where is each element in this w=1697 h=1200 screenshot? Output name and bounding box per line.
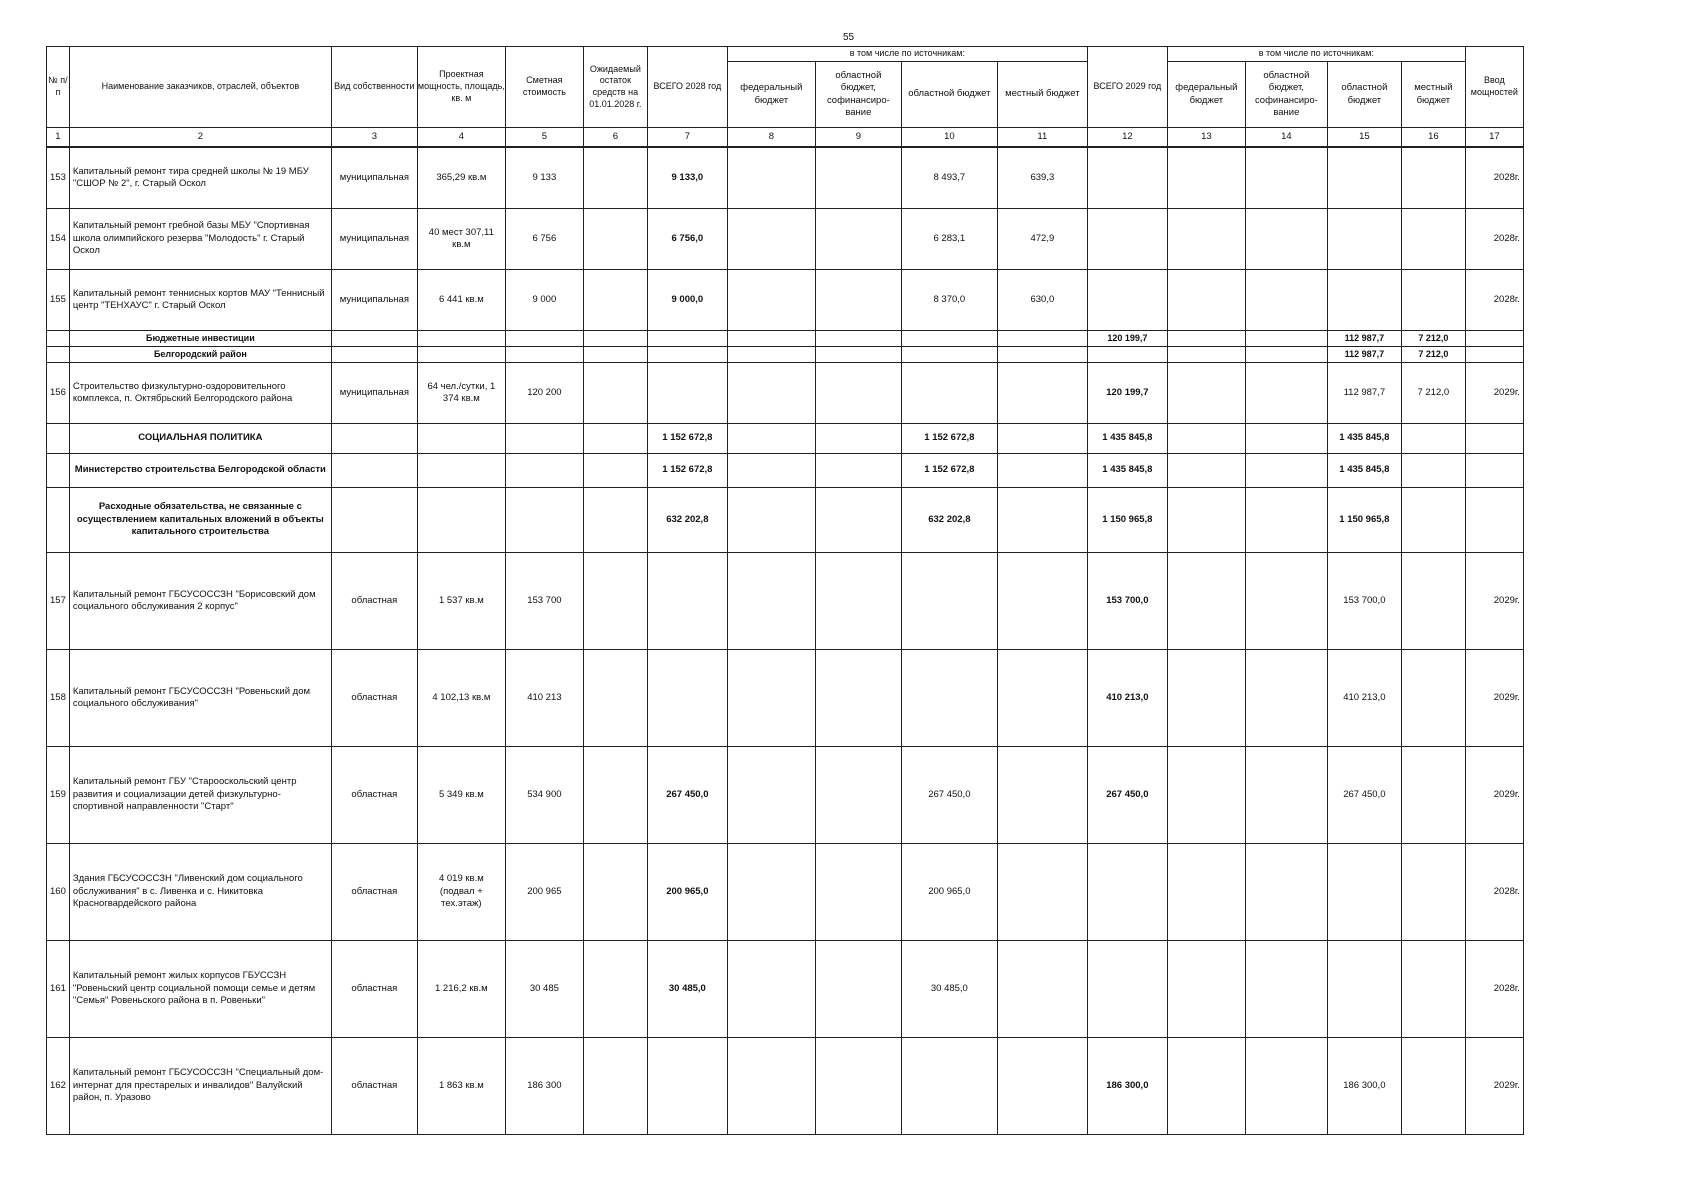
row-regional-cofin-2029 (1245, 941, 1327, 1038)
row-regional-cofin-2029 (1245, 1038, 1327, 1135)
row-remaining (583, 553, 647, 650)
column-number: 4 (417, 128, 505, 148)
row-remaining (583, 844, 647, 941)
row-local-2028 (997, 1038, 1087, 1135)
district-row (47, 347, 1524, 363)
row-cost: 410 213 (505, 650, 583, 747)
expenses-regional-2028: 632 202,8 (901, 488, 997, 553)
row-regional-2029: 410 213,0 (1327, 650, 1401, 747)
column-number: 9 (815, 128, 901, 148)
ministry-row (47, 454, 1524, 488)
row-no: 162 (47, 1038, 70, 1135)
header-total-2029: ВСЕГО 2029 год (1087, 47, 1167, 128)
row-local-2028 (997, 844, 1087, 941)
table-row (47, 147, 1524, 209)
row-no: 153 (47, 147, 70, 209)
row-cost: 186 300 (505, 1038, 583, 1135)
row-local-2028: 639,3 (997, 147, 1087, 209)
row-regional-2028 (901, 553, 997, 650)
row-regional-cofin-2029 (1245, 209, 1327, 270)
row-total-2029 (1087, 270, 1167, 331)
row-commission-year: 2029г. (1465, 363, 1523, 424)
row-regional-cofin-2028 (815, 209, 901, 270)
header-regional-cofin-2028: областной бюджет, софинансиро-вание (815, 62, 901, 128)
row-regional-2028: 267 450,0 (901, 747, 997, 844)
row-remaining (583, 209, 647, 270)
row-name: Здания ГБСУСОССЗН "Ливенский дом социального обслуживания" в с. Ливенка и с. Никитовка Красногвардейского района (69, 844, 331, 941)
column-number: 16 (1401, 128, 1465, 148)
header-total-2028: ВСЕГО 2028 год (647, 47, 727, 128)
row-total-2029 (1087, 209, 1167, 270)
row-total-2028 (647, 553, 727, 650)
column-number: 17 (1465, 128, 1523, 148)
row-total-2028: 267 450,0 (647, 747, 727, 844)
row-no: 159 (47, 747, 70, 844)
row-name: Капитальный ремонт ГБСУСОССЗН "Борисовский дом социального обслуживания 2 корпус" (69, 553, 331, 650)
row-total-2028: 9 133,0 (647, 147, 727, 209)
row-ownership: областная (331, 941, 417, 1038)
row-ownership: муниципальная (331, 270, 417, 331)
column-number: 6 (583, 128, 647, 148)
ministry-total-2028: 1 152 672,8 (647, 454, 727, 488)
expenses-total-2029: 1 150 965,8 (1087, 488, 1167, 553)
row-regional-cofin-2028 (815, 270, 901, 331)
row-remaining (583, 747, 647, 844)
column-number: 10 (901, 128, 997, 148)
row-capacity: 4 019 кв.м (подвал + тех.этаж) (417, 844, 505, 941)
column-number: 1 (47, 128, 70, 148)
row-commission-year: 2029г. (1465, 650, 1523, 747)
expenses-total-2028: 632 202,8 (647, 488, 727, 553)
row-ownership: областная (331, 1038, 417, 1135)
row-federal-2028 (727, 747, 815, 844)
row-local-2028 (997, 650, 1087, 747)
row-federal-2028 (727, 1038, 815, 1135)
row-no: 155 (47, 270, 70, 331)
header-remaining: Ожидаемый остаток средств на 01.01.2028 г. (583, 47, 647, 128)
row-regional-2028: 200 965,0 (901, 844, 997, 941)
row-regional-2028: 30 485,0 (901, 941, 997, 1038)
row-federal-2029 (1167, 941, 1245, 1038)
column-number: 15 (1327, 128, 1401, 148)
row-federal-2029 (1167, 147, 1245, 209)
row-local-2028 (997, 941, 1087, 1038)
row-federal-2029 (1167, 209, 1245, 270)
row-regional-2029: 153 700,0 (1327, 553, 1401, 650)
expenses-regional-2029: 1 150 965,8 (1327, 488, 1401, 553)
ministry-regional-2028: 1 152 672,8 (901, 454, 997, 488)
row-name: Капитальный ремонт ГБУ "Старооскольский центр развития и социализации детей физкультурно-спортивной направленности "Старт" (69, 747, 331, 844)
row-regional-2029 (1327, 209, 1401, 270)
budget-investments-label: Бюджетные инвестиции (69, 331, 331, 347)
row-regional-2029 (1327, 941, 1401, 1038)
header-local-2028: местный бюджет (997, 62, 1087, 128)
column-number: 11 (997, 128, 1087, 148)
row-total-2029 (1087, 941, 1167, 1038)
column-number: 2 (69, 128, 331, 148)
row-capacity: 64 чел./сутки, 1 374 кв.м (417, 363, 505, 424)
row-federal-2029 (1167, 270, 1245, 331)
district-regional-2029: 112 987,7 (1327, 347, 1401, 363)
row-local-2028 (997, 553, 1087, 650)
row-total-2029: 267 450,0 (1087, 747, 1167, 844)
row-local-2029 (1401, 270, 1465, 331)
row-regional-2029 (1327, 270, 1401, 331)
row-ownership: областная (331, 844, 417, 941)
row-total-2028: 6 756,0 (647, 209, 727, 270)
row-regional-cofin-2028 (815, 844, 901, 941)
row-regional-2028: 8 493,7 (901, 147, 997, 209)
row-commission-year: 2029г. (1465, 747, 1523, 844)
row-local-2028: 472,9 (997, 209, 1087, 270)
row-capacity: 5 349 кв.м (417, 747, 505, 844)
row-cost: 9 000 (505, 270, 583, 331)
row-federal-2028 (727, 270, 815, 331)
row-remaining (583, 650, 647, 747)
row-local-2029 (1401, 1038, 1465, 1135)
row-ownership: муниципальная (331, 209, 417, 270)
row-local-2029: 7 212,0 (1401, 363, 1465, 424)
header-regional-2029: областной бюджет (1327, 62, 1401, 128)
row-regional-2028 (901, 650, 997, 747)
header-group-row (47, 47, 1524, 62)
column-number: 12 (1087, 128, 1167, 148)
expenses-row (47, 488, 1524, 553)
row-regional-2029: 112 987,7 (1327, 363, 1401, 424)
row-ownership: областная (331, 747, 417, 844)
social-policy-total-2029: 1 435 845,8 (1087, 424, 1167, 454)
row-federal-2028 (727, 209, 815, 270)
social-policy-regional-2029: 1 435 845,8 (1327, 424, 1401, 454)
row-total-2028 (647, 1038, 727, 1135)
row-local-2028: 630,0 (997, 270, 1087, 331)
row-federal-2028 (727, 941, 815, 1038)
header-name: Наименование заказчиков, отраслей, объектов (69, 47, 331, 128)
row-federal-2029 (1167, 747, 1245, 844)
row-local-2029 (1401, 209, 1465, 270)
row-cost: 6 756 (505, 209, 583, 270)
header-no: № п/п (47, 47, 70, 128)
row-cost: 200 965 (505, 844, 583, 941)
row-regional-2029: 267 450,0 (1327, 747, 1401, 844)
row-total-2029: 186 300,0 (1087, 1038, 1167, 1135)
row-ownership: областная (331, 553, 417, 650)
column-number: 7 (647, 128, 727, 148)
table-row (47, 553, 1524, 650)
table-row (47, 650, 1524, 747)
row-commission-year: 2028г. (1465, 844, 1523, 941)
table-row (47, 941, 1524, 1038)
row-capacity: 4 102,13 кв.м (417, 650, 505, 747)
row-regional-2028: 6 283,1 (901, 209, 997, 270)
row-total-2028 (647, 650, 727, 747)
table-row (47, 363, 1524, 424)
header-regional-cofin-2029: областной бюджет, софинансиро-вание (1245, 62, 1327, 128)
row-regional-cofin-2028 (815, 747, 901, 844)
row-federal-2028 (727, 553, 815, 650)
row-federal-2028 (727, 650, 815, 747)
row-capacity: 1 216,2 кв.м (417, 941, 505, 1038)
row-commission-year: 2029г. (1465, 1038, 1523, 1135)
row-no: 160 (47, 844, 70, 941)
header-commission: Ввод мощностей (1465, 47, 1523, 128)
header-ownership: Вид собственности (331, 47, 417, 128)
row-regional-2029: 186 300,0 (1327, 1038, 1401, 1135)
social-policy-row (47, 424, 1524, 454)
district-label: Белгородский район (69, 347, 331, 363)
budget-investments-row (47, 331, 1524, 347)
row-commission-year: 2028г. (1465, 270, 1523, 331)
row-local-2029 (1401, 553, 1465, 650)
header-capacity: Проектная мощность, площадь, кв. м (417, 47, 505, 128)
row-regional-cofin-2028 (815, 650, 901, 747)
row-cost: 9 133 (505, 147, 583, 209)
table-row (47, 747, 1524, 844)
row-commission-year: 2028г. (1465, 941, 1523, 1038)
social-policy-total-2028: 1 152 672,8 (647, 424, 727, 454)
row-regional-cofin-2028 (815, 553, 901, 650)
row-name: Капитальный ремонт ГБСУСОССЗН "Специальный дом-интернат для престарелых и инвалидов" Валуйский район, п. Уразово (69, 1038, 331, 1135)
row-no: 158 (47, 650, 70, 747)
row-federal-2029 (1167, 1038, 1245, 1135)
table-row (47, 270, 1524, 331)
header-federal-2028: федеральный бюджет (727, 62, 815, 128)
district-local-2029: 7 212,0 (1401, 347, 1465, 363)
row-capacity: 1 863 кв.м (417, 1038, 505, 1135)
page-number: 55 (842, 32, 855, 43)
row-cost: 120 200 (505, 363, 583, 424)
ministry-total-2029: 1 435 845,8 (1087, 454, 1167, 488)
column-number: 13 (1167, 128, 1245, 148)
row-regional-cofin-2029 (1245, 844, 1327, 941)
row-federal-2029 (1167, 844, 1245, 941)
row-regional-2028: 8 370,0 (901, 270, 997, 331)
row-total-2028: 200 965,0 (647, 844, 727, 941)
investment-table (46, 46, 1524, 1135)
row-regional-2028 (901, 1038, 997, 1135)
row-total-2029: 153 700,0 (1087, 553, 1167, 650)
row-federal-2028 (727, 844, 815, 941)
row-commission-year: 2028г. (1465, 147, 1523, 209)
social-policy-regional-2028: 1 152 672,8 (901, 424, 997, 454)
row-regional-cofin-2028 (815, 1038, 901, 1135)
budget-investments-local-2029: 7 212,0 (1401, 331, 1465, 347)
row-total-2029: 120 199,7 (1087, 363, 1167, 424)
table-row (47, 209, 1524, 270)
row-total-2029: 410 213,0 (1087, 650, 1167, 747)
row-name: Капитальный ремонт жилых корпусов ГБУССЗН "Ровеньский центр социальной помощи семье и детям "Семья" Ровеньского района в п. Ровеньки" (69, 941, 331, 1038)
row-regional-2029 (1327, 844, 1401, 941)
row-cost: 153 700 (505, 553, 583, 650)
row-ownership: областная (331, 650, 417, 747)
row-capacity: 1 537 кв.м (417, 553, 505, 650)
row-total-2028: 9 000,0 (647, 270, 727, 331)
row-name: Капитальный ремонт теннисных кортов МАУ "Теннисный центр "ТЕНХАУС" г. Старый Оскол (69, 270, 331, 331)
row-name: Строительство физкультурно-оздоровительного комплекса, п. Октябрьский Белгородского района (69, 363, 331, 424)
header-sources-2029: в том числе по источникам: (1167, 47, 1465, 62)
row-federal-2029 (1167, 553, 1245, 650)
row-capacity: 40 мест 307,11 кв.м (417, 209, 505, 270)
table-row (47, 844, 1524, 941)
row-regional-cofin-2029 (1245, 553, 1327, 650)
row-no: 161 (47, 941, 70, 1038)
row-regional-cofin-2029 (1245, 747, 1327, 844)
row-remaining (583, 270, 647, 331)
table-row (47, 1038, 1524, 1135)
row-local-2028 (997, 747, 1087, 844)
row-regional-cofin-2029 (1245, 147, 1327, 209)
row-name: Капитальный ремонт тира средней школы № 19 МБУ "СШОР № 2", г. Старый Оскол (69, 147, 331, 209)
row-ownership: муниципальная (331, 147, 417, 209)
row-commission-year: 2028г. (1465, 209, 1523, 270)
header-regional-2028: областной бюджет (901, 62, 997, 128)
row-total-2029 (1087, 844, 1167, 941)
ministry-regional-2029: 1 435 845,8 (1327, 454, 1401, 488)
row-regional-2029 (1327, 147, 1401, 209)
row-total-2028: 30 485,0 (647, 941, 727, 1038)
row-remaining (583, 941, 647, 1038)
header-federal-2029: федеральный бюджет (1167, 62, 1245, 128)
row-name: Капитальный ремонт гребной базы МБУ "Спортивная школа олимпийского резерва "Молодость" г. Старый Оскол (69, 209, 331, 270)
row-cost: 30 485 (505, 941, 583, 1038)
row-local-2029 (1401, 844, 1465, 941)
row-no: 157 (47, 553, 70, 650)
budget-investments-regional-2029: 112 987,7 (1327, 331, 1401, 347)
row-no: 156 (47, 363, 70, 424)
column-number: 14 (1245, 128, 1327, 148)
social-policy-label: СОЦИАЛЬНАЯ ПОЛИТИКА (69, 424, 331, 454)
column-number: 5 (505, 128, 583, 148)
row-capacity: 365,29 кв.м (417, 147, 505, 209)
row-local-2029 (1401, 147, 1465, 209)
row-regional-cofin-2029 (1245, 270, 1327, 331)
row-commission-year: 2029г. (1465, 553, 1523, 650)
column-number: 3 (331, 128, 417, 148)
header-cost: Сметная стоимость (505, 47, 583, 128)
ministry-label: Министерство строительства Белгородской области (69, 454, 331, 488)
row-local-2029 (1401, 941, 1465, 1038)
expenses-label: Расходные обязательства, не связанные с осуществлением капитальных вложений в объекты капитального строительства (69, 488, 331, 553)
row-no: 154 (47, 209, 70, 270)
row-regional-cofin-2028 (815, 147, 901, 209)
row-regional-cofin-2029 (1245, 650, 1327, 747)
row-cost: 534 900 (505, 747, 583, 844)
budget-investments-total-2029: 120 199,7 (1087, 331, 1167, 347)
column-number: 8 (727, 128, 815, 148)
header-number-row (47, 128, 1524, 148)
row-local-2029 (1401, 650, 1465, 747)
row-capacity: 6 441 кв.м (417, 270, 505, 331)
row-total-2029 (1087, 147, 1167, 209)
row-regional-cofin-2028 (815, 941, 901, 1038)
row-federal-2028 (727, 147, 815, 209)
row-local-2029 (1401, 747, 1465, 844)
row-remaining (583, 1038, 647, 1135)
row-remaining (583, 147, 647, 209)
header-sources-2028: в том числе по источникам: (727, 47, 1087, 62)
header-local-2029: местный бюджет (1401, 62, 1465, 128)
row-ownership: муниципальная (331, 363, 417, 424)
row-name: Капитальный ремонт ГБСУСОССЗН "Ровеньский дом социального обслуживания" (69, 650, 331, 747)
row-federal-2029 (1167, 650, 1245, 747)
